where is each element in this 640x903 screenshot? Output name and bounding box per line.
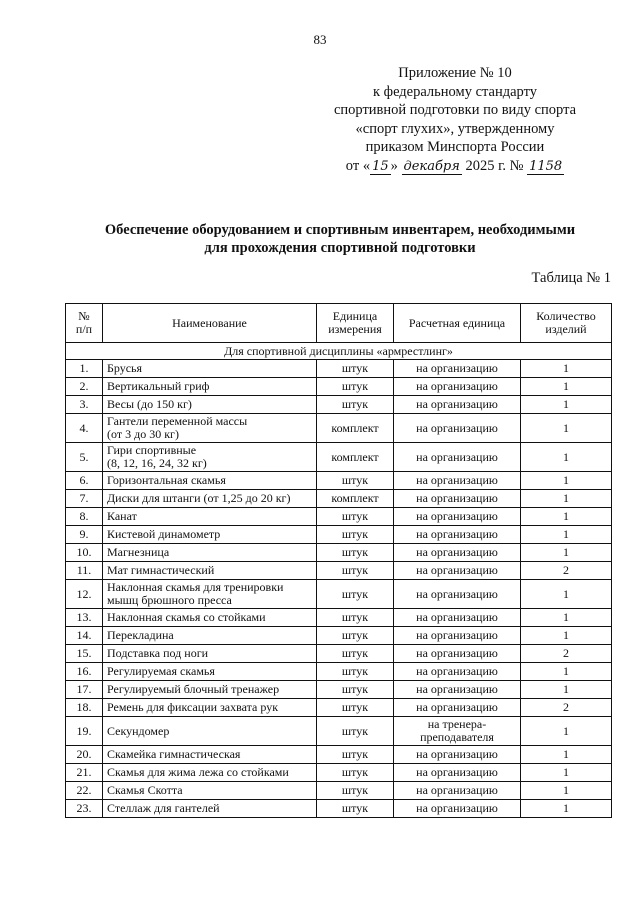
- cell-name: Подставка под ноги: [103, 645, 317, 663]
- cell-unit: комплект: [317, 443, 394, 472]
- cell-calc: на организацию: [394, 764, 521, 782]
- cell-unit: штук: [317, 526, 394, 544]
- cell-num: 2.: [66, 378, 103, 396]
- cell-calc: на организацию: [394, 396, 521, 414]
- table-row: [66, 472, 612, 490]
- cell-qty: 1: [521, 800, 612, 818]
- cell-calc: на организацию: [394, 663, 521, 681]
- table-row: [66, 681, 612, 699]
- table-row: [66, 800, 612, 818]
- table-row: [66, 508, 612, 526]
- table-row: [66, 627, 612, 645]
- cell-calc: на организацию: [394, 800, 521, 818]
- table-body: [66, 343, 612, 818]
- cell-calc: на организацию: [394, 378, 521, 396]
- cell-unit: штук: [317, 396, 394, 414]
- cell-name: Горизонтальная скамья: [103, 472, 317, 490]
- appendix-line: «спорт глухих», утвержденному: [355, 120, 555, 137]
- appendix-line: к федеральному стандарту: [373, 83, 537, 100]
- cell-num: 18.: [66, 699, 103, 717]
- cell-unit: комплект: [317, 414, 394, 443]
- cell-qty: 1: [521, 544, 612, 562]
- cell-qty: 1: [521, 414, 612, 443]
- cell-num: 17.: [66, 681, 103, 699]
- title-line: Обеспечение оборудованием и спортивным инвентарем, необходимыми: [104, 222, 576, 238]
- cell-name: Стеллаж для гантелей: [103, 800, 317, 818]
- cell-qty: 1: [521, 609, 612, 627]
- cell-num: 15.: [66, 645, 103, 663]
- appendix-block: [300, 64, 610, 175]
- cell-name: Кистевой динамометр: [103, 526, 317, 544]
- table-row: [66, 580, 612, 609]
- cell-name: Наклонная скамья для тренировки мышц брюшного пресса: [103, 580, 317, 609]
- cell-num: 11.: [66, 562, 103, 580]
- cell-name: Весы (до 150 кг): [103, 396, 317, 414]
- cell-name: Перекладина: [103, 627, 317, 645]
- title-line: для прохождения спортивной подготовки: [204, 240, 476, 256]
- table-row: [66, 544, 612, 562]
- cell-calc: на организацию: [394, 508, 521, 526]
- table-row: [66, 562, 612, 580]
- cell-num: 13.: [66, 609, 103, 627]
- cell-unit: штук: [317, 544, 394, 562]
- cell-qty: 1: [521, 490, 612, 508]
- order-mid: »: [390, 157, 398, 174]
- appendix-line: спортивной подготовки по виду спорта: [333, 102, 577, 118]
- cell-unit: комплект: [317, 490, 394, 508]
- cell-qty: 1: [521, 663, 612, 681]
- cell-unit: штук: [317, 782, 394, 800]
- table-row: [66, 645, 612, 663]
- cell-name: Брусья: [103, 360, 317, 378]
- cell-qty: 1: [521, 746, 612, 764]
- cell-unit: штук: [317, 699, 394, 717]
- table-row: [66, 746, 612, 764]
- cell-qty: 1: [521, 717, 612, 746]
- table-row: [66, 782, 612, 800]
- cell-name: Скамья Скотта: [103, 782, 317, 800]
- table-row: [66, 717, 612, 746]
- cell-calc: на организацию: [394, 443, 521, 472]
- cell-calc: на организацию: [394, 360, 521, 378]
- cell-qty: 1: [521, 443, 612, 472]
- table-row: [66, 764, 612, 782]
- cell-name: Скамейка гимнастическая: [103, 746, 317, 764]
- cell-name: Вертикальный гриф: [103, 378, 317, 396]
- cell-calc: на организацию: [394, 562, 521, 580]
- page-number: 83: [313, 32, 327, 47]
- order-year: 2025 г. №: [465, 157, 524, 174]
- cell-qty: 1: [521, 526, 612, 544]
- cell-calc: на организацию: [394, 609, 521, 627]
- order-number: 1158: [529, 158, 563, 174]
- cell-name: Секундомер: [103, 717, 317, 746]
- cell-num: 7.: [66, 490, 103, 508]
- cell-calc: на организацию: [394, 580, 521, 609]
- cell-qty: 2: [521, 562, 612, 580]
- cell-num: 1.: [66, 360, 103, 378]
- table-header-row: [66, 304, 612, 343]
- equipment-table: [65, 303, 612, 818]
- cell-name: Наклонная скамья со стойками: [103, 609, 317, 627]
- cell-qty: 1: [521, 396, 612, 414]
- cell-name: Гантели переменной массы (от 3 до 30 кг): [103, 414, 317, 443]
- cell-num: 4.: [66, 414, 103, 443]
- cell-qty: 1: [521, 472, 612, 490]
- cell-num: 20.: [66, 746, 103, 764]
- cell-unit: штук: [317, 627, 394, 645]
- cell-unit: штук: [317, 472, 394, 490]
- cell-calc: на организацию: [394, 782, 521, 800]
- cell-calc: на организацию: [394, 472, 521, 490]
- cell-unit: штук: [317, 580, 394, 609]
- cell-num: 9.: [66, 526, 103, 544]
- table-row: [66, 490, 612, 508]
- table-row: [66, 414, 612, 443]
- cell-unit: штук: [317, 663, 394, 681]
- cell-num: 12.: [66, 580, 103, 609]
- header-num: № п/п: [66, 304, 103, 343]
- cell-name: Магнезница: [103, 544, 317, 562]
- cell-unit: штук: [317, 800, 394, 818]
- cell-unit: штук: [317, 508, 394, 526]
- cell-num: 14.: [66, 627, 103, 645]
- section-row: [66, 343, 612, 360]
- order-month: декабря: [403, 158, 460, 174]
- cell-qty: 1: [521, 782, 612, 800]
- section-label: Для спортивной дисциплины «армрестлинг»: [66, 343, 612, 360]
- cell-unit: штук: [317, 609, 394, 627]
- cell-name: Ремень для фиксации захвата рук: [103, 699, 317, 717]
- order-day: 15: [372, 158, 389, 174]
- cell-name: Гири спортивные (8, 12, 16, 24, 32 кг): [103, 443, 317, 472]
- cell-num: 3.: [66, 396, 103, 414]
- table-row: [66, 526, 612, 544]
- order-prefix: от «: [345, 157, 371, 174]
- cell-calc: на организацию: [394, 544, 521, 562]
- cell-calc: на организацию: [394, 414, 521, 443]
- appendix-line: приказом Минспорта России: [365, 139, 545, 155]
- cell-qty: 2: [521, 645, 612, 663]
- header-unit: Единица измерения: [317, 304, 394, 343]
- cell-num: 19.: [66, 717, 103, 746]
- appendix-line: Приложение № 10: [398, 65, 512, 81]
- cell-unit: штук: [317, 360, 394, 378]
- table-row: [66, 443, 612, 472]
- table-row: [66, 378, 612, 396]
- cell-calc: на организацию: [394, 526, 521, 544]
- cell-qty: 2: [521, 699, 612, 717]
- cell-calc: на организацию: [394, 645, 521, 663]
- table-row: [66, 609, 612, 627]
- cell-name: Скамья для жима лежа со стойками: [103, 764, 317, 782]
- cell-qty: 1: [521, 508, 612, 526]
- cell-unit: штук: [317, 681, 394, 699]
- cell-qty: 1: [521, 764, 612, 782]
- cell-calc: на тренера- преподавателя: [394, 717, 521, 746]
- table-row: [66, 663, 612, 681]
- cell-num: 22.: [66, 782, 103, 800]
- cell-unit: штук: [317, 746, 394, 764]
- cell-qty: 1: [521, 360, 612, 378]
- cell-qty: 1: [521, 627, 612, 645]
- cell-unit: штук: [317, 562, 394, 580]
- header-qty: Количество изделий: [521, 304, 612, 343]
- header-calc: Расчетная единица: [394, 304, 521, 343]
- cell-qty: 1: [521, 681, 612, 699]
- cell-num: 10.: [66, 544, 103, 562]
- cell-name: Канат: [103, 508, 317, 526]
- cell-num: 8.: [66, 508, 103, 526]
- header-name: Наименование: [103, 304, 317, 343]
- table-row: [66, 699, 612, 717]
- cell-calc: на организацию: [394, 746, 521, 764]
- cell-calc: на организацию: [394, 699, 521, 717]
- document-title: [40, 221, 640, 257]
- cell-unit: штук: [317, 645, 394, 663]
- cell-name: Регулируемая скамья: [103, 663, 317, 681]
- table-row: [66, 360, 612, 378]
- cell-num: 23.: [66, 800, 103, 818]
- cell-num: 16.: [66, 663, 103, 681]
- cell-unit: штук: [317, 378, 394, 396]
- cell-num: 21.: [66, 764, 103, 782]
- table-caption: Таблица № 1: [531, 270, 611, 286]
- order-date-line: [300, 157, 610, 176]
- cell-unit: штук: [317, 764, 394, 782]
- cell-qty: 1: [521, 378, 612, 396]
- cell-calc: на организацию: [394, 681, 521, 699]
- cell-name: Диски для штанги (от 1,25 до 20 кг): [103, 490, 317, 508]
- cell-calc: на организацию: [394, 627, 521, 645]
- cell-name: Регулируемый блочный тренажер: [103, 681, 317, 699]
- cell-calc: на организацию: [394, 490, 521, 508]
- cell-name: Мат гимнастический: [103, 562, 317, 580]
- cell-num: 5.: [66, 443, 103, 472]
- cell-num: 6.: [66, 472, 103, 490]
- cell-qty: 1: [521, 580, 612, 609]
- table-row: [66, 396, 612, 414]
- cell-unit: штук: [317, 717, 394, 746]
